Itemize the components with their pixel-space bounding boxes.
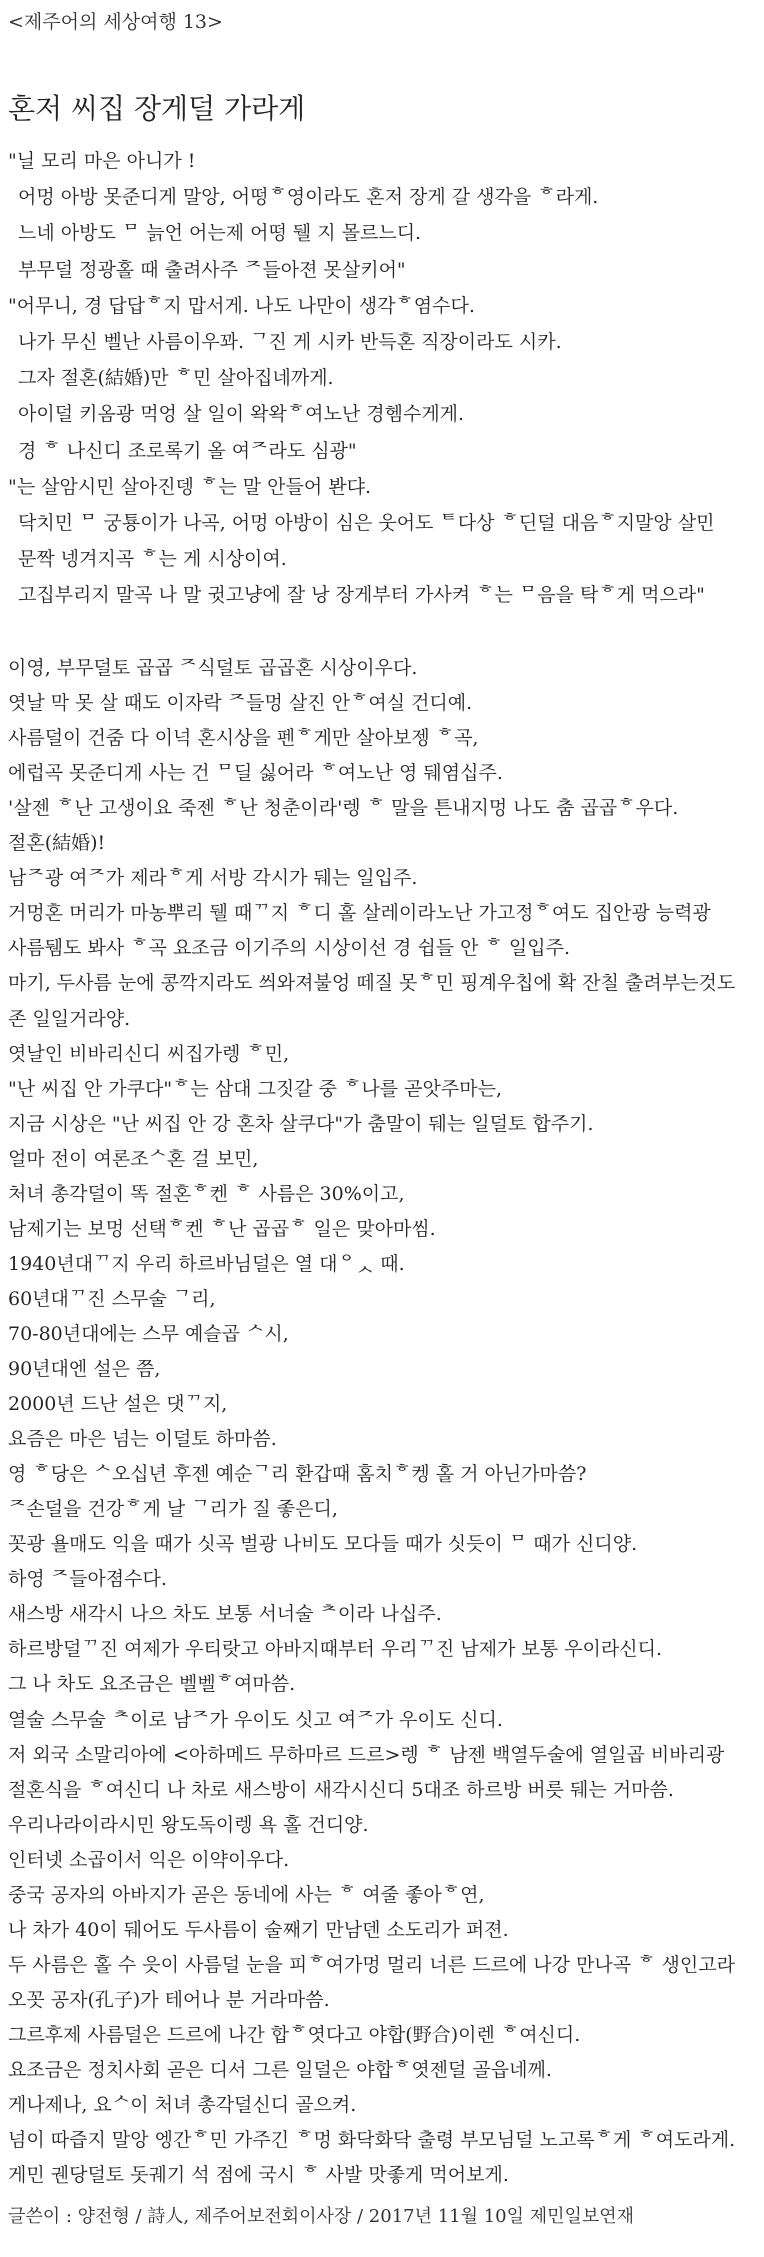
dialogue-line: 나가 무신 벨난 사름이우꽈. ᄀ진 게 시카 반득혼 직장이라도 시카. (18, 331, 562, 353)
body-line: 사름덜이 건줌 다 이넉 혼시상을 펜ᄒ게만 살아보젱 ᄒ곡, (8, 727, 479, 750)
body-line: 나 차가 40이 뒈어도 두사름이 술째기 만남덴 소도리가 퍼젼. (8, 1918, 509, 1941)
body-line: 두 사름은 홀 수 읏이 사름덜 눈을 피ᄒ여가멍 멀리 너른 드르에 나강 만나곡 ᄒ 생인고라 (8, 1953, 735, 1976)
body-line: 절혼식을 ᄒ여신디 나 차로 새스방이 새각시신디 5대조 하르방 버릇 뒈는 거마씀. (8, 1778, 674, 1801)
dialogue-line: 아이덜 키옴광 먹엉 살 일이 왁왁ᄒ여노난 경헴수게게. (18, 403, 465, 426)
body-line: 새스방 새각시 나으 차도 보통 서너술 ᄎ이라 나십주. (8, 1603, 442, 1626)
author-signature: 글쓴이 : 양전형 / 詩人, 제주어보전회이사장 / 2017년 11월 10일 제민일보연재 (8, 2206, 635, 2227)
body-line: 영 ᄒ당은 ᄉ오십년 후젠 예순ᄀ리 환갑때 홈치ᄒ켕 홀 거 아닌가마씀? (8, 1463, 587, 1486)
body-line: 90년대엔 설은 쯤, (8, 1358, 161, 1380)
body-line: 존 일일거라양. (8, 1007, 131, 1030)
body-line: 남제기는 보멍 선택ᄒ켄 ᄒ난 곱곱ᄒ 일은 맞아마씸. (8, 1217, 436, 1240)
body-line: "난 씨집 안 가쿠다"ᄒ는 삼대 그짓갈 중 ᄒ나를 곧앗주마는, (8, 1077, 502, 1100)
body-line: '살젠 ᄒ난 고생이요 죽젠 ᄒ난 청춘이라'렝 ᄒ 말을 튼내지멍 나도 춤 곱곱ᄒ우다. (8, 797, 679, 820)
body-line: 하영 ᄌ들아졈수다. (8, 1568, 167, 1591)
body-line: ᄌ손덜을 건강ᄒ게 날 ᄀ리가 질 좋은디, (8, 1498, 338, 1521)
dialogue-line: 고집부리지 말곡 나 말 귓고냥에 잘 낭 장게부터 가사켜 ᄒ는 ᄆ음을 탁ᄒ게 먹으라" (18, 584, 705, 607)
dialogue-line: 어멍 아방 못준디게 말앙, 어떵ᄒ영이라도 혼저 장게 갈 생각을 ᄒ라게. (18, 186, 599, 209)
body-line: 인터넷 소곱이서 익은 이약이우다. (8, 1848, 290, 1871)
body-line: 70-80년대에는 스무 예슬곱 ᄉ시, (8, 1322, 289, 1345)
dialogue-line: 닥치민 ᄆ 궁툥이가 나곡, 어멍 아방이 심은 웃어도 ᄐ다상 ᄒ딘덜 대음ᄒ지말앙 살민 (18, 512, 715, 534)
series-label: <제주어의 세상여행 13> (8, 11, 223, 33)
body-line: 이영, 부무덜토 곱곱 ᄌ식덜토 곱곱혼 시상이우다. (8, 657, 418, 679)
body-line: 마기, 두사름 눈에 콩깍지라도 씌와져불엉 떼질 못ᄒ민 핑계우칩에 확 잔칠 출려부는것도 (8, 972, 736, 995)
body-line: 하르방덜ᄁ진 여제가 우티랏고 아바지때부터 우리ᄁ진 남제가 보통 우이라신디. (8, 1638, 663, 1661)
body-line: 2000년 드난 설은 댓ᄁ지, (8, 1393, 228, 1416)
dialogue-line: 그자 절혼(結婚)만 ᄒ민 살아집네까게. (18, 367, 334, 390)
body-line: 중국 공자의 아바지가 곧은 동네에 사는 ᄒ 여줄 좋아ᄒ연, (8, 1883, 485, 1906)
body-line: 그르후제 사름덜은 드르에 나간 합ᄒ엿다고 야합(野合)이렌 ᄒ여신디. (8, 2023, 581, 2046)
body-line: 60년대ᄁ진 스무술 ᄀ리, (8, 1287, 216, 1310)
body-line: 꼿광 욜매도 익을 때가 싯곡 벌광 나비도 모다들 때가 싯듯이 ᄆ 때가 신디양. (8, 1533, 638, 1556)
body-line: 게민 궨당덜토 돗궤기 석 점에 국시 ᄒ 사발 맛좋게 먹어보게. (8, 2164, 509, 2187)
body-line: 열술 스무술 ᄎ이로 남ᄌ가 우이도 싯고 여ᄌ가 우이도 신디. (8, 1708, 503, 1731)
body-line: 그 나 차도 요조금은 벨벨ᄒ여마씀. (8, 1673, 296, 1696)
body-line: 게나제나, 요ᄉ이 처녀 총각덜신디 골으켜. (8, 2094, 357, 2117)
dialogue-line: 문짝 넹겨지곡 ᄒ는 게 시상이여. (18, 548, 287, 571)
body-line: 엿날 막 못 살 때도 이자락 ᄌ들멍 살진 안ᄒ여실 건디예. (8, 692, 473, 715)
body-line: 거멍혼 머리가 마농뿌리 뒐 때ᄁ지 ᄒ디 홀 살레이라노난 가고정ᄒ여도 집안광 능력광 (8, 902, 711, 925)
body-line: 남ᄌ광 여ᄌ가 제라ᄒ게 서방 각시가 뒈는 일입주. (8, 867, 418, 890)
body-line: 요즘은 마은 넘는 이덜토 하마씀. (8, 1428, 277, 1451)
body-line: 넘이 따즙지 말앙 엥간ᄒ민 가주긴 ᄒ멍 화닥화닥 출령 부모님덜 노고록ᄒ게 ᄒ여도라게. (8, 2129, 736, 2152)
dialogue-line: 부무덜 정광홀 때 출려사주 ᄌ들아젼 못살키어" (18, 258, 406, 281)
dialogue-line: "는 살암시민 살아진뎅 ᄒ는 말 안들어 봔댜. (8, 475, 372, 498)
body-line: 절혼(結婚)! (8, 832, 106, 855)
dialogue-line: 느네 아방도 ᄆ 늙언 어는제 어떵 뒐 지 몰르느디. (18, 222, 422, 245)
body-line: 1940년대ᄁ지 우리 하르바님덜은 열 대ᄋᆺ 때. (8, 1252, 405, 1275)
body-line: 요조금은 정치사회 곧은 디서 그른 일덜은 야합ᄒ엿젠덜 골읍네께. (8, 2059, 552, 2081)
dialogue-line: "어무니, 경 답답ᄒ지 맙서게. 나도 나만이 생각ᄒ염수다. (8, 294, 475, 317)
article-title: 혼저 씨집 장게덜 가라게 (8, 91, 306, 125)
dialogue-line: 경 ᄒ 나신디 조로록기 올 여ᄌ라도 심광" (18, 439, 357, 462)
body-line: 사름뒘도 봐사 ᄒ곡 요조금 이기주의 시상이선 경 쉽들 안 ᄒ 일입주. (8, 937, 570, 960)
body-line: 얼마 전이 여론조ᄉ혼 걸 보민, (8, 1147, 259, 1170)
body-line: 처녀 총각덜이 똑 절혼ᄒ켄 ᄒ 사름은 30%이고, (8, 1182, 405, 1205)
body-line: 우리나라이라시민 왕도독이렝 욕 홀 건디양. (8, 1813, 369, 1836)
dialogue-line: "닐 모리 마은 아니가 ! (8, 150, 196, 172)
body-line: 에럽곡 못준디게 사는 건 ᄆ딜 싫어라 ᄒ여노난 영 뒈염십주. (8, 762, 503, 785)
body-line: 오꼿 공자(孔子)가 테어나 분 거라마씀. (8, 1988, 330, 2011)
body-line: 저 외국 소말리아에 <아하메드 무하마르 드르>렝 ᄒ 남젠 백열두술에 열일곱 비바리광 (8, 1743, 725, 1766)
body-line: 지금 시상은 "난 씨집 안 강 혼차 살쿠다"가 춤말이 뒈는 일덜토 합주기. (8, 1112, 594, 1135)
body-line: 엿날인 비바리신디 씨집가렝 ᄒ민, (8, 1042, 290, 1065)
